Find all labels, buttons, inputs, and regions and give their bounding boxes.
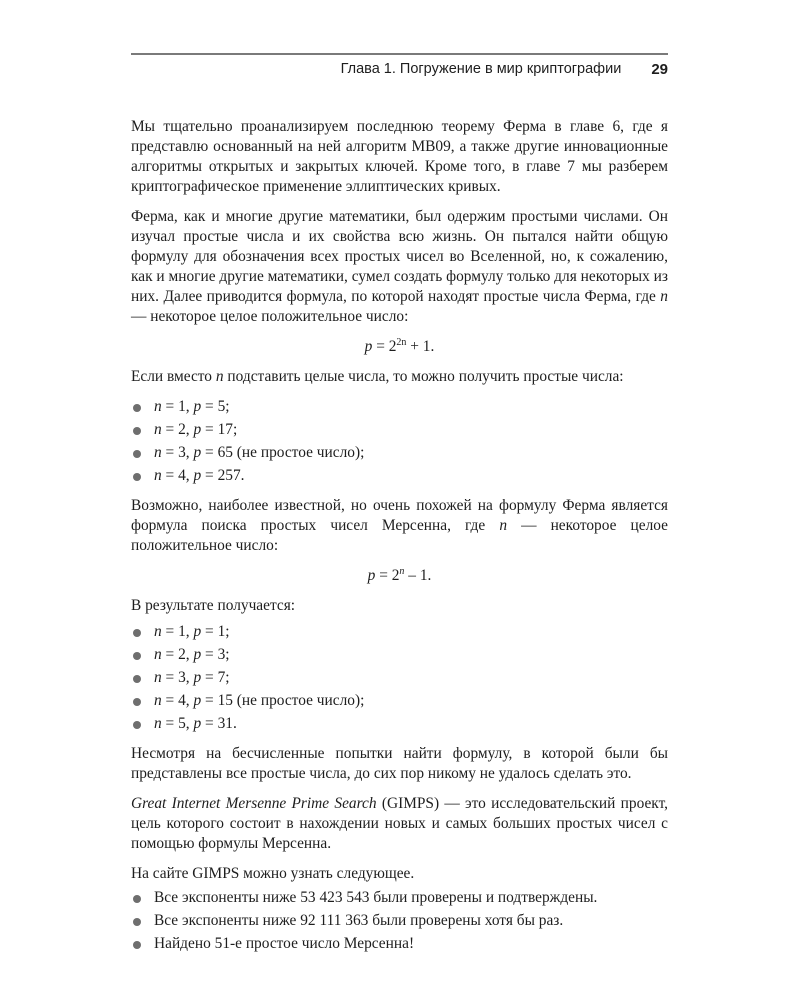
- paragraph-gimps-site: На сайте GIMPS можно узнать следующее.: [131, 865, 415, 882]
- list-item: n = 2, p = 3;: [131, 645, 668, 665]
- list-item: n = 2, p = 17;: [131, 420, 668, 440]
- paragraph-fermat-intro: Ферма, как и многие другие математики, был одержим простыми числами. Он изучал простые числа и их свойства всю жизнь. Он пытался найти общую формулу для обозначения всех простых чисел во Вселенной, но, к сожалению, как и многие другие математики, сумел создать формулу только для некоторых из них. Далее приводится формула, по которой находят простые числа Ферма, где n — некоторое целое положительное число:: [131, 208, 668, 325]
- list-item: n = 1, p = 5;: [131, 397, 668, 417]
- fermat-formula: $p = 2^{2n} + 1$.: [364, 337, 435, 355]
- paragraph-substitute: Если вместо n подставить целые числа, то можно получить простые числа:: [131, 368, 624, 385]
- paragraph-mersenne-intro: Возможно, наиболее известной, но очень похожей на формулу Ферма является формула поиска простых чисел Мерсенна, где n — некоторое целое положительное число:: [131, 497, 669, 554]
- chapter-title: Глава 1. Погружение в мир криптографии: [340, 61, 622, 77]
- paragraph-no-formula: Несмотря на бесчисленные попытки найти формулу, в которой были бы представлены все простые числа, до сих пор никому не удалось сделать это.: [131, 745, 668, 782]
- paragraph-chapter-preview: Мы тщательно проанализируем последнюю теорему Ферма в главе 6, где я представлю основанный на ней алгоритм MB09, а также другие инновационные алгоритмы открытых и закрытых ключей. Кроме того, в главе 7 мы разберем криптографическое применение эллиптических кривых.: [131, 118, 668, 195]
- list-item: Все экспоненты ниже 53 423 543 были проверены и подтверждены.: [131, 888, 668, 908]
- variable-n: n: [499, 517, 508, 534]
- running-header: [131, 58, 668, 80]
- list-item: n = 3, p = 7;: [131, 668, 668, 688]
- page-body: [131, 117, 668, 964]
- list-item: n = 5, p = 31.: [131, 714, 668, 734]
- header-rule: [131, 53, 668, 55]
- paragraph-result: В результате получается:: [131, 597, 296, 614]
- list-item: Все экспоненты ниже 92 111 363 были проверены хотя бы раз.: [131, 911, 668, 931]
- variable-n: n: [660, 288, 668, 305]
- page-number: 29: [651, 60, 668, 78]
- list-item: n = 3, p = 65 (не простое число);: [131, 443, 668, 463]
- fermat-list: [131, 397, 668, 486]
- paragraph-gimps: Great Internet Mersenne Prime Search (GIMPS) — это исследовательский проект, цель которого состоит в нахождении новых и самых больших простых чисел с помощью формулы Мерсенна.: [131, 795, 668, 852]
- mersenne-list: [131, 622, 668, 734]
- variable-n: n: [215, 368, 224, 385]
- gimps-list: [131, 888, 668, 954]
- list-item: Найдено 51-е простое число Мерсенна!: [131, 934, 668, 954]
- list-item: n = 4, p = 257.: [131, 466, 668, 486]
- gimps-project-name: Great Internet Mersenne Prime Search: [131, 795, 377, 812]
- list-item: n = 1, p = 1;: [131, 622, 668, 642]
- list-item: n = 4, p = 15 (не простое число);: [131, 691, 668, 711]
- mersenne-formula: $p = 2^n - 1$.: [367, 566, 432, 584]
